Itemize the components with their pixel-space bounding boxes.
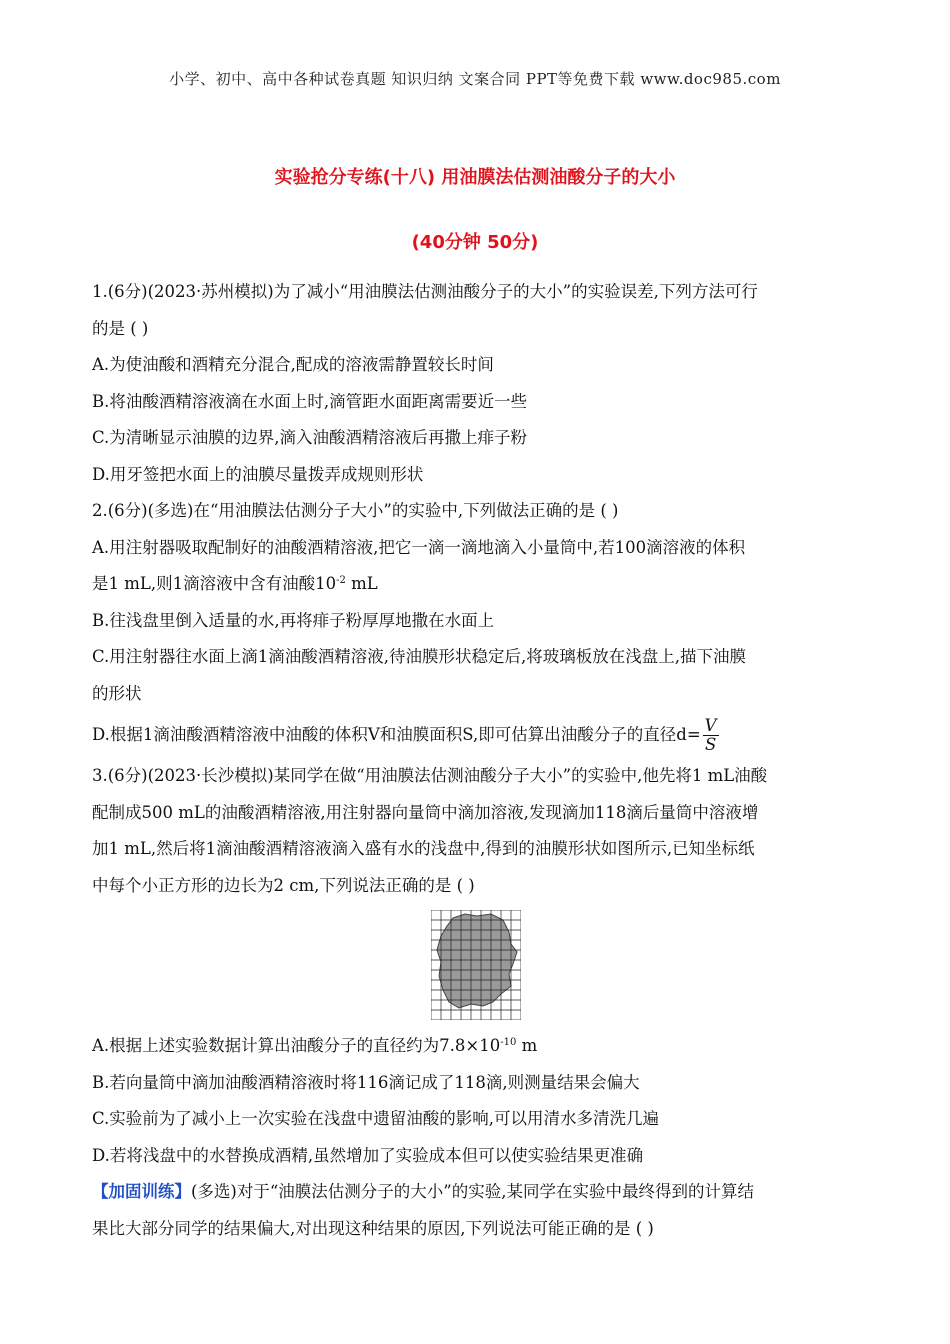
q3-stem-line4: 中每个小正方形的边长为2 cm,下列说法正确的是 ( ) — [92, 875, 475, 895]
q2-d-text: D.根据1滴油酸酒精溶液中油酸的体积V和油膜面积S,即可估算出油酸分子的直径d= — [92, 725, 701, 744]
q2-option-c-line2: 的形状 — [92, 683, 142, 703]
extra-stem-line1 — [92, 1174, 862, 1211]
q1-stem-line1: 1.(6分)(2023·苏州模拟)为了减小“用油膜法估测油酸分子的大小”的实验误差,下列方法可行 — [92, 282, 758, 301]
q1-option-c: C.为清晰显示油膜的边界,滴入油酸酒精溶液后再撒上痱子粉 — [92, 428, 528, 447]
diameter-fraction — [703, 717, 719, 754]
page-header: 小学、初中、高中各种试卷真题 知识归纳 文案合同 PPT等免费下载 www.doc985.com — [169, 70, 781, 88]
extra-stem-text: (多选)对于“油膜法估测分子的大小”的实验,某同学在实验中最终得到的计算结 — [191, 1182, 754, 1201]
q3-a-unit: m — [516, 1036, 538, 1055]
q3-stem-line1: 3.(6分)(2023·长沙模拟)某同学在做“用油膜法估测油酸分子大小”的实验中,他先将1 mL油酸 — [92, 766, 768, 785]
time-score: (40分钟 50分) — [411, 232, 539, 253]
q2-a-text: 是1 mL,则1滴溶液中含有油酸10 — [92, 574, 337, 593]
q3-stem-line2: 配制成500 mL的油酸酒精溶液,用注射器向量筒中滴加溶液,发现滴加118滴后量筒中溶液增 — [92, 802, 759, 822]
fraction-numerator: V — [704, 716, 717, 735]
q3-option-c: C.实验前为了减小上一次实验在浅盘中遗留油酸的影响,可以用清水多清洗几遍 — [92, 1109, 660, 1128]
q3-option-a — [92, 1028, 862, 1065]
oil-film-grid-icon — [431, 910, 521, 1020]
q2-stem: 2.(6分)(多选)在“用油膜法估测分子大小”的实验中,下列做法正确的是 ( ) — [92, 501, 619, 520]
q3-option-d: D.若将浅盘中的水替换成酒精,虽然增加了实验成本但可以使实验结果更准确 — [92, 1145, 644, 1165]
q3-a-text: A.根据上述实验数据计算出油酸分子的直径约为7.8×10 — [92, 1036, 501, 1055]
oil-film-figure — [92, 904, 862, 1028]
page-title: 实验抢分专练(十八) 用油膜法估测油酸分子的大小 — [274, 167, 676, 188]
question-content — [92, 274, 862, 1247]
q3-option-b: B.若向量筒中滴加油酸酒精溶液时将116滴记成了118滴,则测量结果会偏大 — [92, 1072, 640, 1092]
q2-a-unit: mL — [345, 574, 378, 593]
q2-option-a-line2 — [92, 566, 862, 603]
q1-option-b: B.将油酸酒精溶液滴在水面上时,滴管距水面距离需要近一些 — [92, 391, 528, 411]
reinforcement-tag: 【加固训练】 — [92, 1182, 191, 1201]
q3-a-exponent: -10 — [500, 1037, 517, 1048]
q1-option-d: D.用牙签把水面上的油膜尽量拨弄成规则形状 — [92, 464, 424, 484]
q2-a-exponent: -2 — [336, 575, 346, 586]
q2-option-b: B.往浅盘里倒入适量的水,再将痱子粉厚厚地撒在水面上 — [92, 610, 495, 630]
q2-option-d — [92, 712, 862, 758]
extra-stem-line2: 果比大部分同学的结果偏大,对出现这种结果的原因,下列说法可能正确的是 ( ) — [92, 1218, 654, 1238]
q3-stem-line3: 加1 mL,然后将1滴油酸酒精溶液滴入盛有水的浅盘中,得到的油膜形状如图所示,已知坐标纸 — [92, 839, 755, 858]
fraction-denominator: S — [704, 735, 717, 754]
q1-stem-line2: 的是 ( ) — [92, 318, 149, 338]
q1-option-a: A.为使油酸和酒精充分混合,配成的溶液需静置较长时间 — [92, 355, 494, 374]
oil-film-shape — [437, 914, 517, 1008]
q2-option-a-line1: A.用注射器吸取配制好的油酸酒精溶液,把它一滴一滴地滴入小量筒中,若100滴溶液的体积 — [92, 537, 746, 557]
q2-option-c-line1: C.用注射器往水面上滴1滴油酸酒精溶液,待油膜形状稳定后,将玻璃板放在浅盘上,描下油膜 — [92, 647, 747, 666]
